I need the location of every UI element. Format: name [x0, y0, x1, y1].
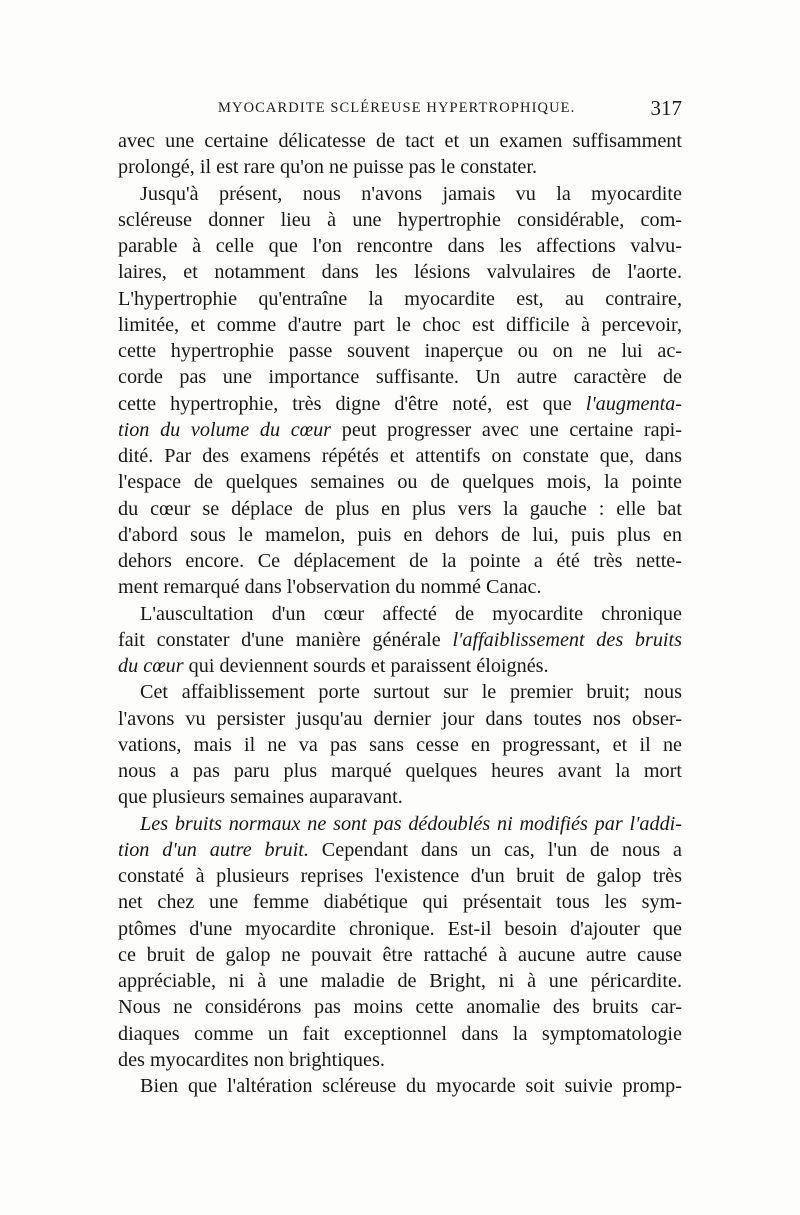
- text-segment: prolongé, il est rare qu'on ne puisse pas le constater.: [118, 156, 538, 179]
- italic-text: tion du volume du cœur: [118, 418, 332, 441]
- text-segment: que plusieurs semaines auparavant.: [118, 786, 403, 809]
- text-line: [118, 653, 682, 679]
- text-segment: net chez une femme diabétique qui présentait tous les sym-: [118, 891, 682, 914]
- text-segment: parable à celle que l'on rencontre dans les affections valvu-: [118, 235, 682, 257]
- running-head: [118, 96, 682, 122]
- text-line: [118, 154, 682, 180]
- text-segment: vations, mais il ne va pas sans cesse en progressant, et il ne: [118, 733, 682, 756]
- text-line: [118, 627, 682, 653]
- text-line: [118, 1047, 682, 1073]
- running-title: MYOCARDITE SCLÉREUSE HYPERTROPHIQUE.: [218, 100, 576, 116]
- italic-text: Les bruits normaux ne sont pas dédoublés ni modifiés par l'addi-: [140, 812, 682, 835]
- body-text: [118, 128, 682, 1099]
- text-line: [118, 968, 682, 994]
- text-line: [118, 417, 682, 443]
- text-segment: l'espace de quelques semaines ou de quelques mois, la pointe: [118, 471, 682, 494]
- text-line: [118, 889, 682, 915]
- text-line: [118, 522, 682, 548]
- text-line: [118, 574, 682, 600]
- text-segment: nous a pas paru plus marqué quelques heures avant la mort: [118, 760, 682, 782]
- text-line: [118, 1021, 682, 1047]
- text-line: [118, 443, 682, 469]
- text-line: [118, 601, 682, 627]
- text-segment: laires, et notamment dans les lésions valvulaires de l'aorte.: [118, 261, 682, 284]
- text-line: [118, 758, 682, 784]
- text-line: [118, 784, 682, 810]
- text-segment: dité. Par des examens répétés et attentifs on constate que, dans: [118, 445, 682, 467]
- text-line: [118, 286, 682, 312]
- text-segment: peut progresser avec une certaine rapi-: [331, 418, 682, 441]
- text-line: [118, 837, 682, 863]
- text-line: [118, 391, 682, 417]
- text-line: [118, 469, 682, 495]
- text-segment: corde pas une importance suffisante. Un autre caractère de: [118, 366, 682, 389]
- text-line: [118, 364, 682, 390]
- text-segment: Cet affaiblissement porte surtout sur le premier bruit; nous: [140, 681, 682, 704]
- page-number: 317: [650, 96, 682, 120]
- text-segment: qui deviennent sourds et paraissent éloignés.: [183, 655, 549, 677]
- text-segment: appréciable, ni à une maladie de Bright, ni à une péricardite.: [118, 970, 682, 992]
- text-segment: L'hypertrophie qu'entraîne la myocardite est, au contraire,: [118, 287, 682, 310]
- text-segment: avec une certaine délicatesse de tact et un examen suffisamment: [118, 130, 682, 152]
- text-line: [118, 259, 682, 285]
- text-segment: du cœur se déplace de plus en plus vers la gauche : elle bat: [118, 497, 682, 520]
- text-segment: ce bruit de galop ne pouvait être rattaché à aucune autre cause: [118, 943, 682, 966]
- text-segment: ptômes d'une myocardite chronique. Est-il besoin d'ajouter que: [118, 917, 682, 940]
- text-line: [118, 706, 682, 732]
- text-line: [118, 207, 682, 233]
- text-segment: Nous ne considérons pas moins cette anomalie des bruits car-: [118, 996, 682, 1019]
- text-line: [118, 994, 682, 1020]
- text-line: [118, 181, 682, 207]
- text-segment: dehors encore. Ce déplacement de la pointe a été très nette-: [118, 550, 682, 572]
- text-line: [118, 338, 682, 364]
- italic-text: tion d'un autre bruit.: [118, 838, 309, 861]
- text-segment: d'abord sous le mamelon, puis en dehors de lui, puis plus en: [118, 523, 682, 546]
- text-segment: scléreuse donner lieu à une hypertrophie considérable, com-: [118, 208, 682, 231]
- text-segment: limitée, et comme d'autre part le choc est difficile à percevoir,: [118, 313, 682, 336]
- text-line: [118, 312, 682, 338]
- text-segment: cette hypertrophie passe souvent inaperçue ou on ne lui ac-: [118, 340, 682, 362]
- text-segment: cette hypertrophie, très digne d'être noté, est que: [118, 392, 586, 415]
- text-line: [118, 496, 682, 522]
- text-segment: constaté à plusieurs reprises l'existence d'un bruit de galop très: [118, 865, 682, 887]
- text-line: [118, 916, 682, 942]
- text-segment: Jusqu'à présent, nous n'avons jamais vu la myocardite: [140, 182, 682, 205]
- text-line: [118, 811, 682, 837]
- text-segment: diaques comme un fait exceptionnel dans la symptomatologie: [118, 1022, 682, 1045]
- text-line: [118, 732, 682, 758]
- italic-text: l'augmenta-: [585, 392, 682, 415]
- text-segment: fait constater d'une manière générale: [118, 628, 453, 651]
- italic-text: du cœur: [118, 655, 184, 677]
- text-segment: l'avons vu persister jusqu'au dernier jour dans toutes nos obser-: [118, 707, 682, 730]
- text-line: [118, 548, 682, 574]
- text-segment: Cependant dans un cas, l'un de nous a: [308, 838, 682, 861]
- text-line: [118, 942, 682, 968]
- text-line: [118, 863, 682, 889]
- text-line: [118, 1073, 682, 1099]
- text-segment: L'auscultation d'un cœur affecté de myocardite chronique: [140, 602, 682, 625]
- text-segment: ment remarqué dans l'observation du nommé Canac.: [118, 576, 542, 599]
- text-segment: des myocardites non brightiques.: [118, 1048, 385, 1071]
- italic-text: l'affaiblissement des bruits: [452, 628, 682, 651]
- text-line: [118, 128, 682, 154]
- text-line: [118, 679, 682, 705]
- text-line: [118, 233, 682, 259]
- text-segment: Bien que l'altération scléreuse du myocarde soit suivie promp-: [140, 1075, 682, 1097]
